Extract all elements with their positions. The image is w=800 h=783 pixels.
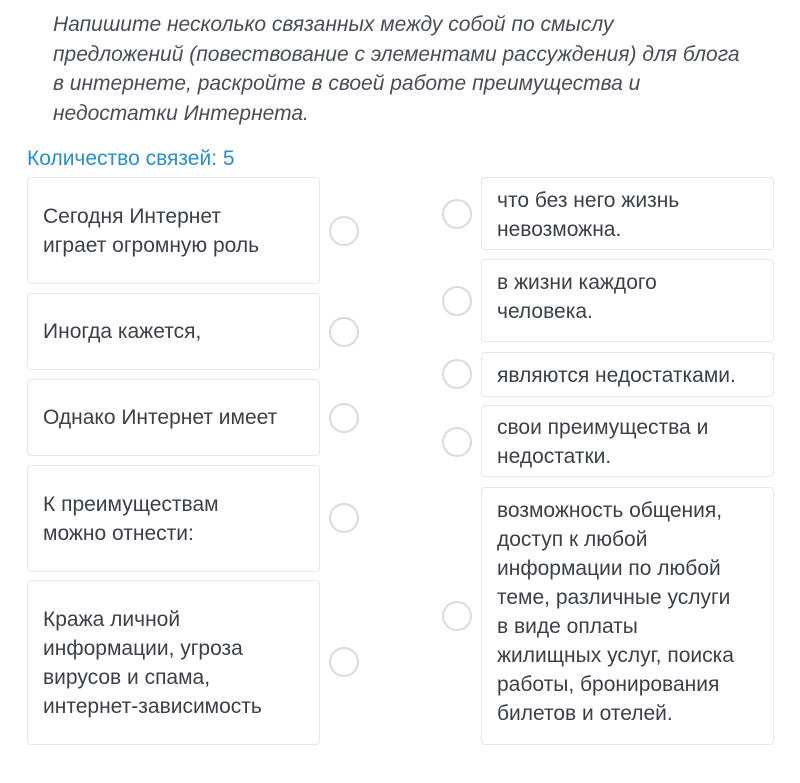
right-connector-3[interactable] — [442, 359, 472, 389]
left-item-label: Кража личной информации, угроза вирусов и спама, интернет-зависимость — [43, 607, 262, 718]
right-item-label: свои преимущества и недостатки. — [497, 416, 709, 468]
left-item-1[interactable] — [27, 177, 320, 284]
task-instruction: Напишите несколько связанных между собой по смыслу предложений (повествование с элементами рассуждения) для блога в интернете, раскройте в своей работе преимущества и недостатки Интернета. — [53, 13, 740, 125]
left-item-label: Сегодня Интернет играет огромную роль — [43, 204, 260, 257]
right-connector-2[interactable] — [442, 286, 472, 316]
left-connector-2[interactable] — [329, 317, 359, 347]
left-item-label: Однако Интернет имеет — [43, 406, 278, 429]
right-item-label: что без него жизнь невозможна. — [497, 189, 680, 241]
right-item-label: являются недостатками. — [497, 364, 736, 387]
right-item-label: в жизни каждого человека. — [497, 271, 657, 323]
left-item-3[interactable] — [27, 379, 320, 456]
right-connector-4[interactable] — [442, 427, 472, 457]
left-item-5[interactable] — [27, 580, 320, 745]
left-connector-1[interactable] — [329, 216, 359, 246]
left-item-2[interactable] — [27, 293, 320, 370]
right-connector-1[interactable] — [442, 199, 472, 229]
right-item-5[interactable] — [481, 487, 774, 745]
right-item-label: возможность общения, доступ к любой информации по любой теме, различные услуги в виде оплаты жилищных услуг, поиска работы, бронирования билетов и отелей. — [497, 499, 734, 725]
connections-count: Количество связей: 5 — [27, 147, 235, 170]
right-item-4[interactable] — [481, 405, 774, 477]
right-connector-5[interactable] — [442, 601, 472, 631]
left-connector-3[interactable] — [329, 403, 359, 433]
right-item-2[interactable] — [481, 259, 774, 342]
left-connector-4[interactable] — [329, 503, 359, 533]
right-item-3[interactable] — [481, 352, 774, 397]
left-item-label: Иногда кажется, — [43, 320, 202, 343]
left-item-label: К преимуществам можно отнести: — [43, 492, 219, 545]
left-connector-5[interactable] — [329, 647, 359, 677]
right-item-1[interactable] — [481, 177, 774, 250]
left-item-4[interactable] — [27, 465, 320, 572]
